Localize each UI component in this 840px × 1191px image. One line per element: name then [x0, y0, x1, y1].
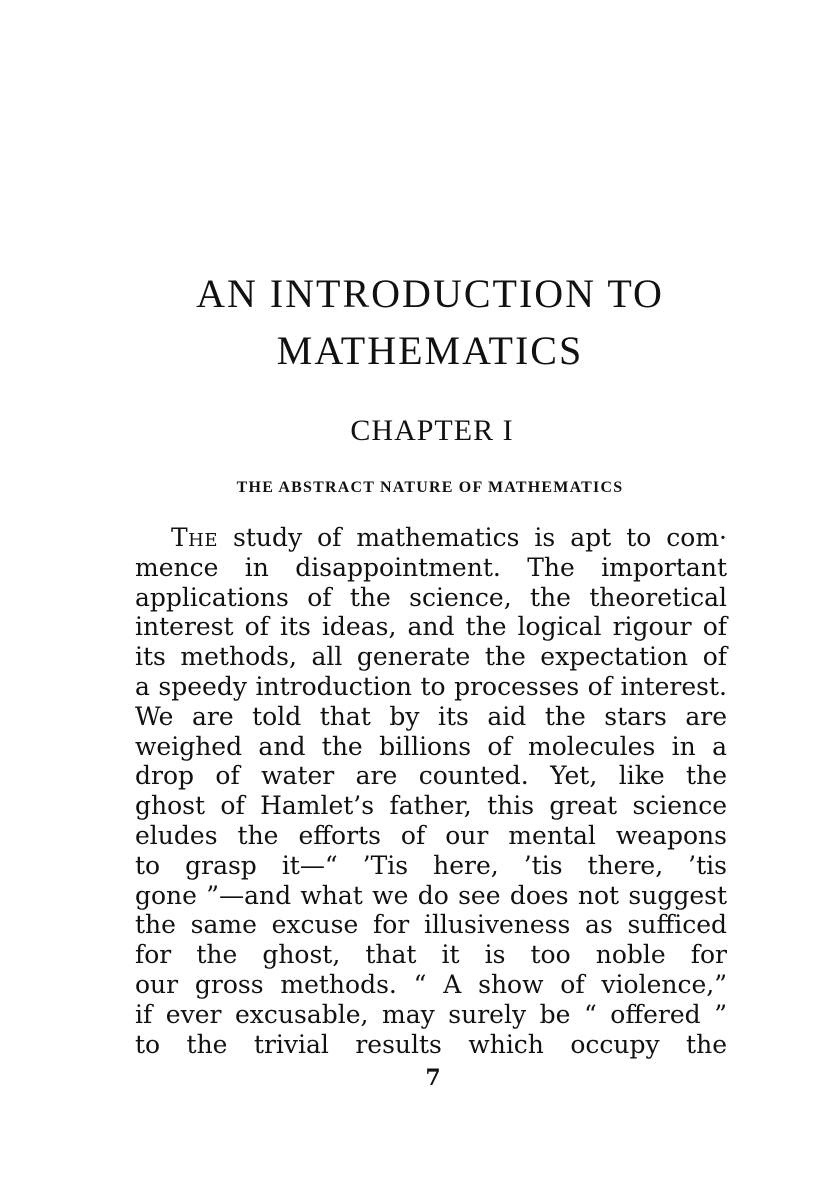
text-line: ghost of Hamlet’s father, this great science — [135, 791, 727, 821]
text-line: drop of water are counted. Yet, like the — [135, 761, 727, 791]
text-line — [135, 523, 727, 553]
page-number: 7 — [425, 1065, 441, 1091]
chapter-label: CHAPTER I — [350, 414, 514, 447]
text-line: for the ghost, that it is too noble for — [135, 940, 727, 970]
text-line: the same excuse for illusiveness as sufficed — [135, 910, 727, 940]
text-line: to the trivial results which occupy the — [135, 1029, 727, 1059]
text-line: to grasp it—“ ’Tis here, ’tis there, ’tis — [135, 850, 727, 880]
lead-word: The — [171, 523, 219, 552]
chapter-subtitle: THE ABSTRACT NATURE OF MATHEMATICS — [236, 479, 624, 496]
text-line: eludes the efforts of our mental weapons — [135, 820, 727, 850]
text-line: its methods, all generate the expectation of — [135, 642, 727, 672]
text-line: We are told that by its aid the stars are — [135, 701, 727, 731]
book-title-line-1: AN INTRODUCTION TO — [196, 271, 664, 316]
text-line: a speedy introduction to processes of interest. — [135, 671, 727, 701]
text-line: interest of its ideas, and the logical rigour of — [135, 612, 727, 642]
book-title-line-2: MATHEMATICS — [276, 328, 584, 373]
body-paragraph — [135, 523, 727, 1059]
text-line: weighed and the billions of molecules in a — [135, 731, 727, 761]
text-line: our gross methods. “ A show of violence,” — [135, 969, 727, 999]
text-line-content: study of mathematics is apt to com· — [218, 523, 727, 552]
text-line: mence in disappointment. The important — [135, 552, 727, 582]
text-line: if ever excusable, may surely be “ offered ” — [135, 999, 727, 1029]
text-line: applications of the science, the theoretical — [135, 582, 727, 612]
text-line: gone ”—and what we do see does not suggest — [135, 880, 727, 910]
